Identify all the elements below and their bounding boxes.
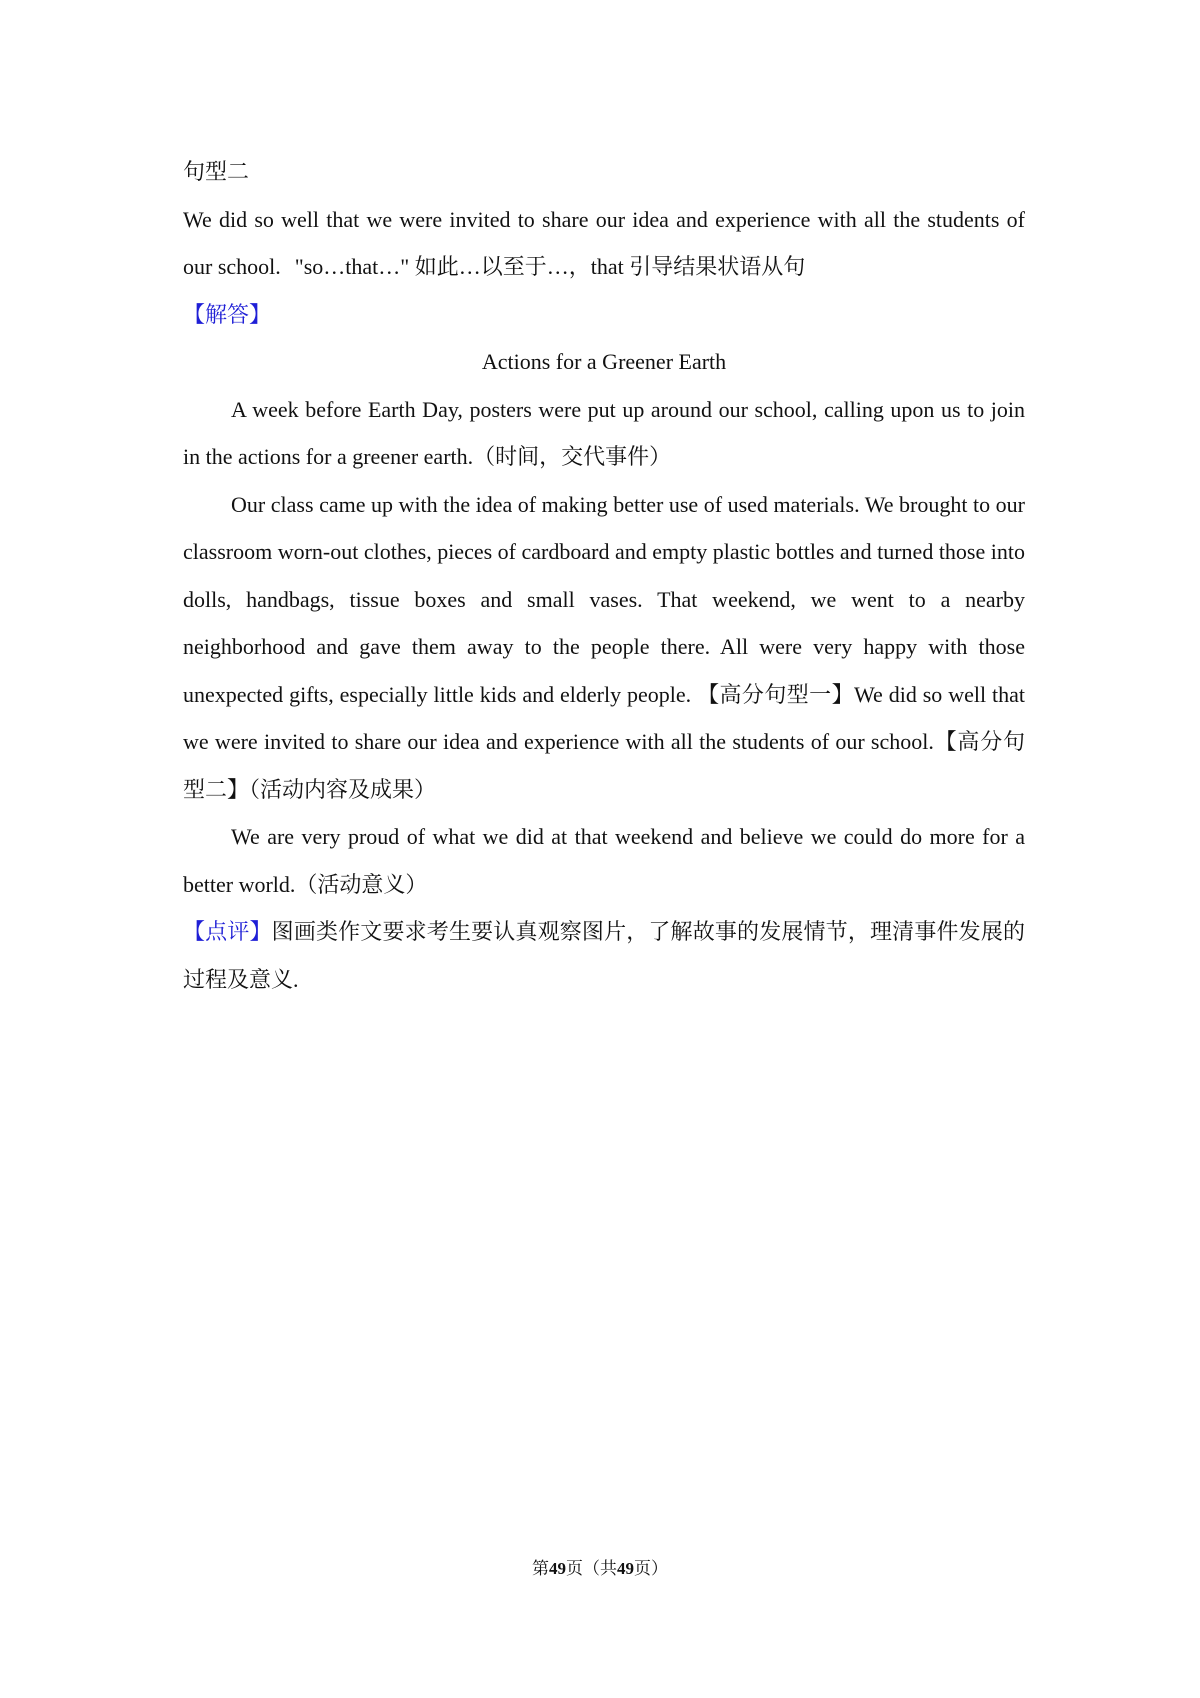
pattern2-sentence: We did so well that we were invited to share our idea and experience with all the students of our school.	[183, 206, 1025, 279]
essay-paragraph-1	[183, 386, 1025, 481]
para3-note: （活动意义）	[295, 871, 428, 897]
comment-tag: 【点评】	[183, 919, 272, 944]
para1-note: （时间，交代事件）	[473, 444, 672, 469]
essay-paragraph-3	[183, 813, 1025, 908]
para2-text-b: We did so well that we were invited to share our idea and experience with all the students of our school.	[183, 681, 1025, 754]
high-score-tag-2: 【高分句型二】	[183, 729, 1025, 802]
para1-text: A week before Earth Day, posters were put up around our school, calling upon us to join in the actions for a greener earth.	[183, 396, 1025, 469]
pattern2-heading: 句型二	[183, 159, 250, 184]
footer-page-number: 49	[549, 1559, 566, 1578]
document-body	[183, 148, 1025, 1003]
footer-prefix: 第	[532, 1559, 549, 1578]
pattern2-note: "so…that…" 如此…以至于…，that 引导结果状语从句	[294, 254, 806, 279]
page-footer	[0, 1554, 1200, 1579]
essay-title: Actions for a Greener Earth	[481, 349, 727, 374]
essay-paragraph-2	[183, 481, 1025, 814]
para3-text: We are very proud of what we did at that weekend and believe we could do more for a better world.	[183, 824, 1025, 897]
comment-text: 图画类作文要求考生要认真观察图片，了解故事的发展情节，理清事件发展的过程及意义.	[183, 919, 1025, 992]
high-score-tag-1: 【高分句型一】	[697, 681, 855, 707]
footer-mid: 页（共	[566, 1559, 617, 1578]
answer-tag: 【解答】	[183, 301, 272, 327]
footer-suffix: 页）	[634, 1559, 668, 1578]
footer-total-pages: 49	[617, 1559, 634, 1578]
para2-note: （活动内容及成果）	[249, 776, 437, 802]
comment-paragraph	[183, 908, 1025, 1003]
pattern2-paragraph	[183, 196, 1025, 291]
para2-text-a: Our class came up with the idea of making better use of used materials. We brought to our classroom worn-out clothes, pieces of cardboard and empty plastic bottles and turned those into dolls, handbags, tissue boxes and small vases. That weekend, we went to a nearby neighborhood and gave them away to the people there. All were very happy with those unexpected gifts, especially little kids and elderly people.	[183, 491, 1025, 707]
